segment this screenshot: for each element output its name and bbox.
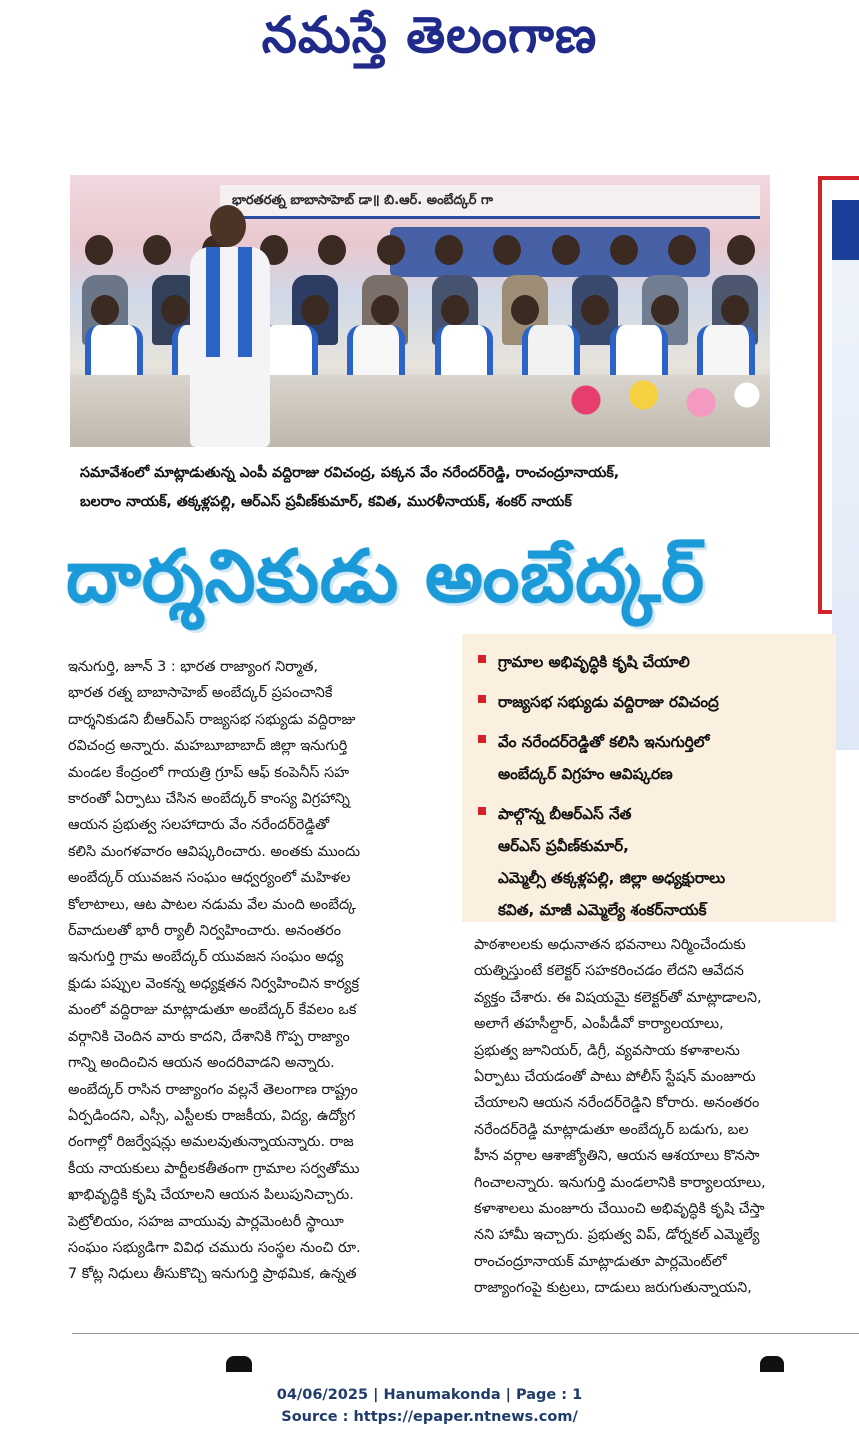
footer-date-edition: 04/06/2025 | Hanumakonda | Page : 1 (276, 1387, 583, 1403)
next-headline-fragment (0, 1356, 859, 1374)
ad-blue-block (832, 200, 859, 260)
article-line: యత్నిస్తుంటే కలెక్టర్ సహకరించడం లేదని ఆవేదన (474, 963, 744, 980)
article-line: ఖాభివృద్ధికి కృషి చేయాలని ఆయన పిలుపునిచ్చారు. (68, 1187, 354, 1204)
article-line: అంబేద్కర్ యువజన సంఘం ఆధ్వర్యంలో మహిళల (68, 870, 351, 887)
article-line: నరేందర్‌రెడ్డి మాట్లాడుతూ అంబేద్కర్ బడుగు, బల (474, 1121, 749, 1138)
highlight-line: పాల్గొన్న బీఆర్ఎస్ నేత (498, 805, 632, 823)
article-line: క్షుడు పప్పుల వెంకన్న అధ్యక్షతన నిర్వహించిన కార్యక్ర (68, 975, 359, 992)
highlight-line: రాజ్యసభ సభ్యుడు వద్దిరాజు రవిచంద్ర (498, 693, 719, 711)
bullet-square-icon (478, 735, 486, 743)
article-line: ఇనుగుర్తి గ్రామ అంబేద్కర్ యువజన సంఘం అధ్య (68, 949, 344, 966)
highlight-line: వేం నరేందర్‌రెడ్డితో కలిసి ఇనుగుర్తిలో (498, 733, 710, 751)
article-line: నని హామీ ఇచ్చారు. ప్రభుత్వ విప్, డోర్నకల్ ఎమ్మెల్యే (474, 1227, 760, 1244)
highlight-line: ఎమ్మెల్సీ తక్కళ్లపల్లి, జిల్లా అధ్యక్షురాలు (498, 869, 726, 887)
article-line: పెట్రోలియం, సహజ వాయువు పార్లమెంటరీ స్థాయీ (68, 1213, 344, 1230)
article-column-left (68, 654, 450, 1288)
highlight-line: కవిత, మాజీ ఎమ్మెల్యే శంకర్‌నాయక్ (498, 901, 707, 919)
article-line: భారత రత్న బాబాసాహెబ్ అంబేద్కర్ ప్రపంచానికే (68, 685, 333, 702)
flower-bouquets (540, 375, 770, 425)
article-line: రాంచంద్రూనాయక్ మాట్లాడుతూ పార్లమెంట్‌లో (474, 1253, 727, 1270)
article-line: సంఘం సభ్యుడిగా వివిధ చమురు సంస్థల నుంచి రూ. (68, 1239, 361, 1256)
side-advertisement (818, 176, 859, 614)
article-line: కళాశాలలు మంజూరు చేయించి అభివృద్ధికి కృషి చేస్తా (474, 1201, 765, 1218)
highlight-line: ఆర్ఎస్ ప్రవీణ్‌కుమార్, (498, 837, 629, 855)
article-column-right (474, 932, 854, 1302)
event-photo (70, 175, 770, 447)
caption-line: బలరాం నాయక్, తక్కళ్లపల్లి, ఆర్ఎస్ ప్రవీణ్‌కుమార్, కవిత, మురళీనాయక్, శంకర్ నాయక్ (80, 494, 572, 510)
article-line: దార్శనికుడని బీఆర్ఎస్ రాజ్యసభ సభ్యుడు వద్దిరాజు (68, 711, 356, 728)
divider (72, 1333, 859, 1334)
article-line: ఏర్పడిందని, ఎస్సీ, ఎస్టీలకు రాజకీయ, విద్య, ఉద్యోగ (68, 1107, 356, 1124)
article-line: హీన వర్గాల ఆశాజ్యోతిని, ఆయన ఆశయాలు కొనసా (474, 1148, 760, 1165)
footer-source: Source : https://epaper.ntnews.com/ (281, 1409, 578, 1425)
photo-caption (80, 459, 780, 517)
article-line: పాఠశాలలకు అధునాతన భవనాలు నిర్మించేందుకు (474, 937, 746, 953)
article-line: ఆయన ప్రభుత్వ సలహాదారు వేం నరేందర్‌రెడ్డితో (68, 817, 330, 834)
article-line: కోలాటాలు, ఆట పాటల నడుమ వేల మంది అంబేద్క (68, 896, 357, 913)
article-line: కారంతో ఏర్పాటు చేసిన అంబేద్కర్ కాంస్య విగ్రహాన్ని (68, 791, 350, 808)
article-line: వర్గానికి చెందిన వారు కాదని, దేశానికి గొప్ప రాజ్యాం (68, 1028, 350, 1045)
photo-banner: భారతరత్న బాబాసాహెబ్ డా॥ బి.ఆర్. అంబేద్కర్ గా (220, 185, 760, 219)
highlight-line: అంబేద్కర్ విగ్రహం ఆవిష్కరణ (498, 765, 673, 783)
crowd-front-heads (70, 295, 770, 325)
article-line: రవిచంద్ర అన్నారు. మహబూబాబాద్ జిల్లా ఇనుగుర్తి (68, 738, 348, 755)
article-line: 7 కోట్ల నిధులు తీసుకొచ్చి ఇనుగుర్తి ప్రాథమిక, ఉన్నత (68, 1266, 357, 1283)
article-line: చేయాలని ఆయన నరేందర్‌రెడ్డిని కోరారు. అనంతరం (474, 1095, 760, 1112)
bullet-square-icon (478, 655, 486, 663)
speaker-figure (180, 205, 280, 447)
article-line: ప్రభుత్వ జూనియర్, డిగ్రీ, వ్యవసాయ కళాశాలను (474, 1042, 740, 1059)
article-line: ఇనుగుర్తి, జూన్ 3 : భారత రాజ్యాంగ నిర్మాత, (68, 659, 319, 675)
article-line: రాజ్యాంగంపై కుట్రలు, దాడులు జరుగుతున్నాయని, (474, 1280, 752, 1297)
article-line: రంగాల్లో రిజర్వేషన్లు అమలవుతున్నాయన్నారు. రాజ (68, 1134, 354, 1151)
article-line: అంబేద్కర్ రాసిన రాజ్యాంగం వల్లనే తెలంగాణ రాష్ట్రం (68, 1081, 358, 1098)
ad-light-block (832, 260, 859, 750)
highlight-item (478, 798, 826, 926)
highlight-item (478, 646, 826, 678)
newspaper-logo: నమస్తే తెలంగాణ (261, 6, 598, 64)
article-line: కీయ నాయకులు పార్టీలకతీతంగా గ్రామాల సర్వతోము (68, 1160, 360, 1177)
article-line: కలిసి మంగళవారం ఆవిష్కరించారు. అంతకు ముందు (68, 843, 361, 860)
highlight-line: గ్రామాల అభివృద్ధికి కృషి చేయాలి (498, 653, 690, 671)
article-line: అలాగే తహసీల్దార్, ఎంపీడీవో కార్యాలయాలు, (474, 1016, 724, 1033)
bullet-square-icon (478, 695, 486, 703)
highlight-item (478, 726, 826, 790)
bullet-square-icon (478, 807, 486, 815)
article-line: ర్‌వాదులతో భారీ ర్యాలీ నిర్వహించారు. అనంతరం (68, 923, 342, 940)
highlights-box (462, 634, 836, 922)
masthead (0, 0, 859, 80)
page-footer (0, 1384, 859, 1428)
article-line: వ్యక్తం చేశారు. ఈ విషయమై కలెక్టర్‌తో మాట్లాడాలని, (474, 989, 762, 1006)
article-line: గాన్ని అందించిన ఆయన అందరివాడని అన్నారు. (68, 1055, 335, 1072)
article-line: గించాలన్నారు. ఇనుగుర్తి మండలానికి కార్యాలయాలు, (474, 1174, 766, 1191)
crowd-back-row (70, 235, 770, 265)
headline: దార్శనికుడు అంబేద్కర్ (66, 534, 706, 618)
caption-line: సమావేశంలో మాట్లాడుతున్న ఎంపీ వద్దిరాజు రవిచంద్ర, పక్కన వేం నరేందర్‌రెడ్డి, రాంచంద్రూనాయక్, (80, 465, 620, 481)
article-line: ఏర్పాటు చేయడంతో పాటు పోలీస్ స్టేషన్ మంజూరు (474, 1069, 756, 1086)
highlight-item (478, 686, 826, 718)
article-line: మండల కేంద్రంలో గాయత్రి గ్రూప్ ఆఫ్ కంపెనీస్ సహ (68, 764, 350, 781)
article-line: మంలో వద్దిరాజు మాట్లాడుతూ అంబేద్కర్ కేవలం ఒక (68, 1002, 357, 1019)
